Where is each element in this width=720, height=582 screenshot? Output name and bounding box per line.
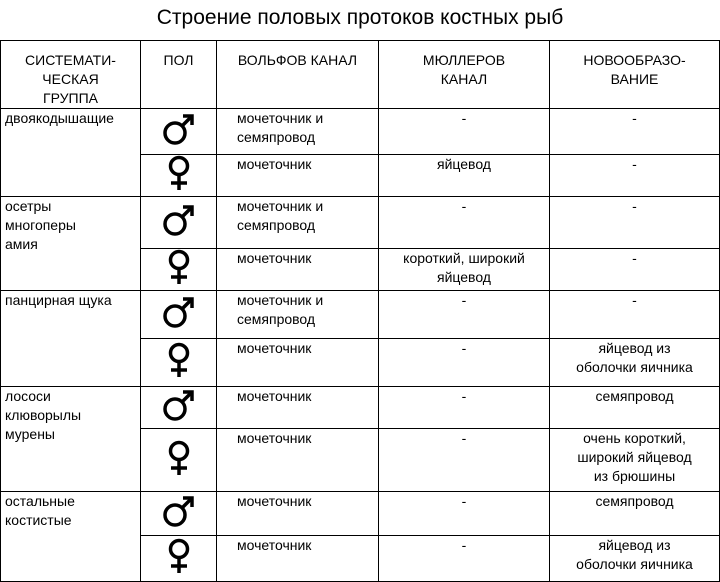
cell-line: - xyxy=(461,537,467,553)
cell-line: мочеточник и xyxy=(237,110,324,126)
cell-line: яйцевод xyxy=(437,269,491,285)
cell-line: мочеточник xyxy=(237,340,312,356)
muller-cell xyxy=(379,109,550,155)
neo-cell xyxy=(550,249,720,291)
cell-line: мочеточник и xyxy=(237,292,324,308)
cell-line: - xyxy=(461,388,467,404)
cell-line: очень короткий, xyxy=(583,430,686,446)
cell-line: амия xyxy=(5,236,38,252)
wolff-cell xyxy=(217,109,379,155)
male-sign-cell xyxy=(141,291,217,339)
cell-line: клюворылы xyxy=(5,407,82,423)
cell-line: яйцевод xyxy=(437,156,491,172)
muller-cell xyxy=(379,249,550,291)
group-cell xyxy=(1,492,141,582)
male-symbol-icon xyxy=(161,294,197,335)
cell-line: лососи xyxy=(5,388,51,404)
table-row xyxy=(1,492,720,536)
female-sign-cell xyxy=(141,536,217,582)
header-neo: НОВООБРАЗО- ВАНИЕ xyxy=(550,41,720,109)
male-symbol-icon xyxy=(161,111,197,152)
cell-line: - xyxy=(461,493,467,509)
cell-line: оболочки яичника xyxy=(576,556,693,572)
group-cell xyxy=(1,109,141,197)
cell-line: мочеточник xyxy=(237,537,312,553)
cell-line: - xyxy=(461,198,467,214)
wolff-cell xyxy=(217,155,379,197)
cell-line: семяпровод xyxy=(237,217,316,233)
muller-cell xyxy=(379,291,550,339)
cell-line: семяпровод xyxy=(595,493,674,509)
header-muller: МЮЛЛЕРОВ КАНАЛ xyxy=(379,41,550,109)
male-sign-cell xyxy=(141,197,217,249)
muller-cell xyxy=(379,197,550,249)
male-sign-cell xyxy=(141,109,217,155)
cell-line: семяпровод xyxy=(237,311,316,327)
group-cell xyxy=(1,387,141,492)
female-sign-cell xyxy=(141,249,217,291)
cell-line: из брюшины xyxy=(593,468,676,484)
female-sign-cell xyxy=(141,339,217,387)
wolff-cell xyxy=(217,197,379,249)
female-symbol-icon xyxy=(165,440,193,481)
cell-line: семяпровод xyxy=(595,388,674,404)
header-wolff: ВОЛЬФОВ КАНАЛ xyxy=(217,41,379,109)
cell-line: панцирная щука xyxy=(5,292,112,308)
neo-cell xyxy=(550,536,720,582)
cell-line: мурены xyxy=(5,426,55,442)
cell-line: мочеточник и xyxy=(237,198,324,214)
muller-cell xyxy=(379,492,550,536)
cell-line: - xyxy=(632,250,637,266)
cell-line: мочеточник xyxy=(237,388,312,404)
neo-cell xyxy=(550,197,720,249)
female-symbol-icon xyxy=(165,249,193,290)
neo-cell xyxy=(550,387,720,429)
muller-cell xyxy=(379,155,550,197)
cell-line: мочеточник xyxy=(237,250,312,266)
muller-cell xyxy=(379,339,550,387)
header-sex: ПОЛ xyxy=(141,41,217,109)
wolff-cell xyxy=(217,291,379,339)
table-row xyxy=(1,291,720,339)
cell-line: оболочки яичника xyxy=(576,359,693,375)
cell-line: семяпровод xyxy=(237,129,316,145)
cell-line: - xyxy=(461,292,467,308)
wolff-cell xyxy=(217,387,379,429)
ducts-table xyxy=(0,40,720,582)
cell-line: яйцевод из xyxy=(598,340,671,356)
female-symbol-icon xyxy=(165,155,193,196)
wolff-cell xyxy=(217,249,379,291)
group-cell xyxy=(1,291,141,387)
cell-line: остальные xyxy=(5,493,75,509)
male-sign-cell xyxy=(141,387,217,429)
neo-cell xyxy=(550,339,720,387)
cell-line: многоперы xyxy=(5,217,76,233)
header-row xyxy=(1,41,720,109)
group-cell xyxy=(1,197,141,291)
cell-line: - xyxy=(632,292,637,308)
muller-cell xyxy=(379,536,550,582)
page-title: Строение половых протоков костных рыб xyxy=(156,6,564,29)
neo-cell xyxy=(550,109,720,155)
cell-line: - xyxy=(461,430,467,446)
cell-line: - xyxy=(461,110,467,126)
cell-line: - xyxy=(461,340,467,356)
neo-cell xyxy=(550,155,720,197)
cell-line: - xyxy=(632,110,637,126)
male-symbol-icon xyxy=(161,387,197,428)
muller-cell xyxy=(379,429,550,492)
female-sign-cell xyxy=(141,429,217,492)
cell-line: мочеточник xyxy=(237,156,312,172)
cell-line: короткий, широкий xyxy=(403,250,525,266)
table-body xyxy=(1,109,720,582)
neo-cell xyxy=(550,429,720,492)
wolff-cell xyxy=(217,429,379,492)
male-symbol-icon xyxy=(161,202,197,243)
neo-cell xyxy=(550,492,720,536)
table-row xyxy=(1,197,720,249)
table-row xyxy=(1,387,720,429)
cell-line: - xyxy=(632,156,637,172)
female-symbol-icon xyxy=(165,342,193,383)
male-symbol-icon xyxy=(161,493,197,534)
wolff-cell xyxy=(217,339,379,387)
table-row xyxy=(1,109,720,155)
cell-line: - xyxy=(632,198,637,214)
cell-line: широкий яйцевод xyxy=(577,449,692,465)
header-group: СИСТЕМАТИ- ЧЕСКАЯ ГРУППА xyxy=(1,41,141,109)
female-symbol-icon xyxy=(165,538,193,579)
cell-line: двоякодышащие xyxy=(5,110,114,126)
cell-line: костистые xyxy=(5,512,72,528)
muller-cell xyxy=(379,387,550,429)
wolff-cell xyxy=(217,536,379,582)
cell-line: осетры xyxy=(5,198,52,214)
neo-cell xyxy=(550,291,720,339)
cell-line: мочеточник xyxy=(237,493,312,509)
wolff-cell xyxy=(217,492,379,536)
male-sign-cell xyxy=(141,492,217,536)
female-sign-cell xyxy=(141,155,217,197)
cell-line: мочеточник xyxy=(237,430,312,446)
cell-line: яйцевод из xyxy=(598,537,671,553)
